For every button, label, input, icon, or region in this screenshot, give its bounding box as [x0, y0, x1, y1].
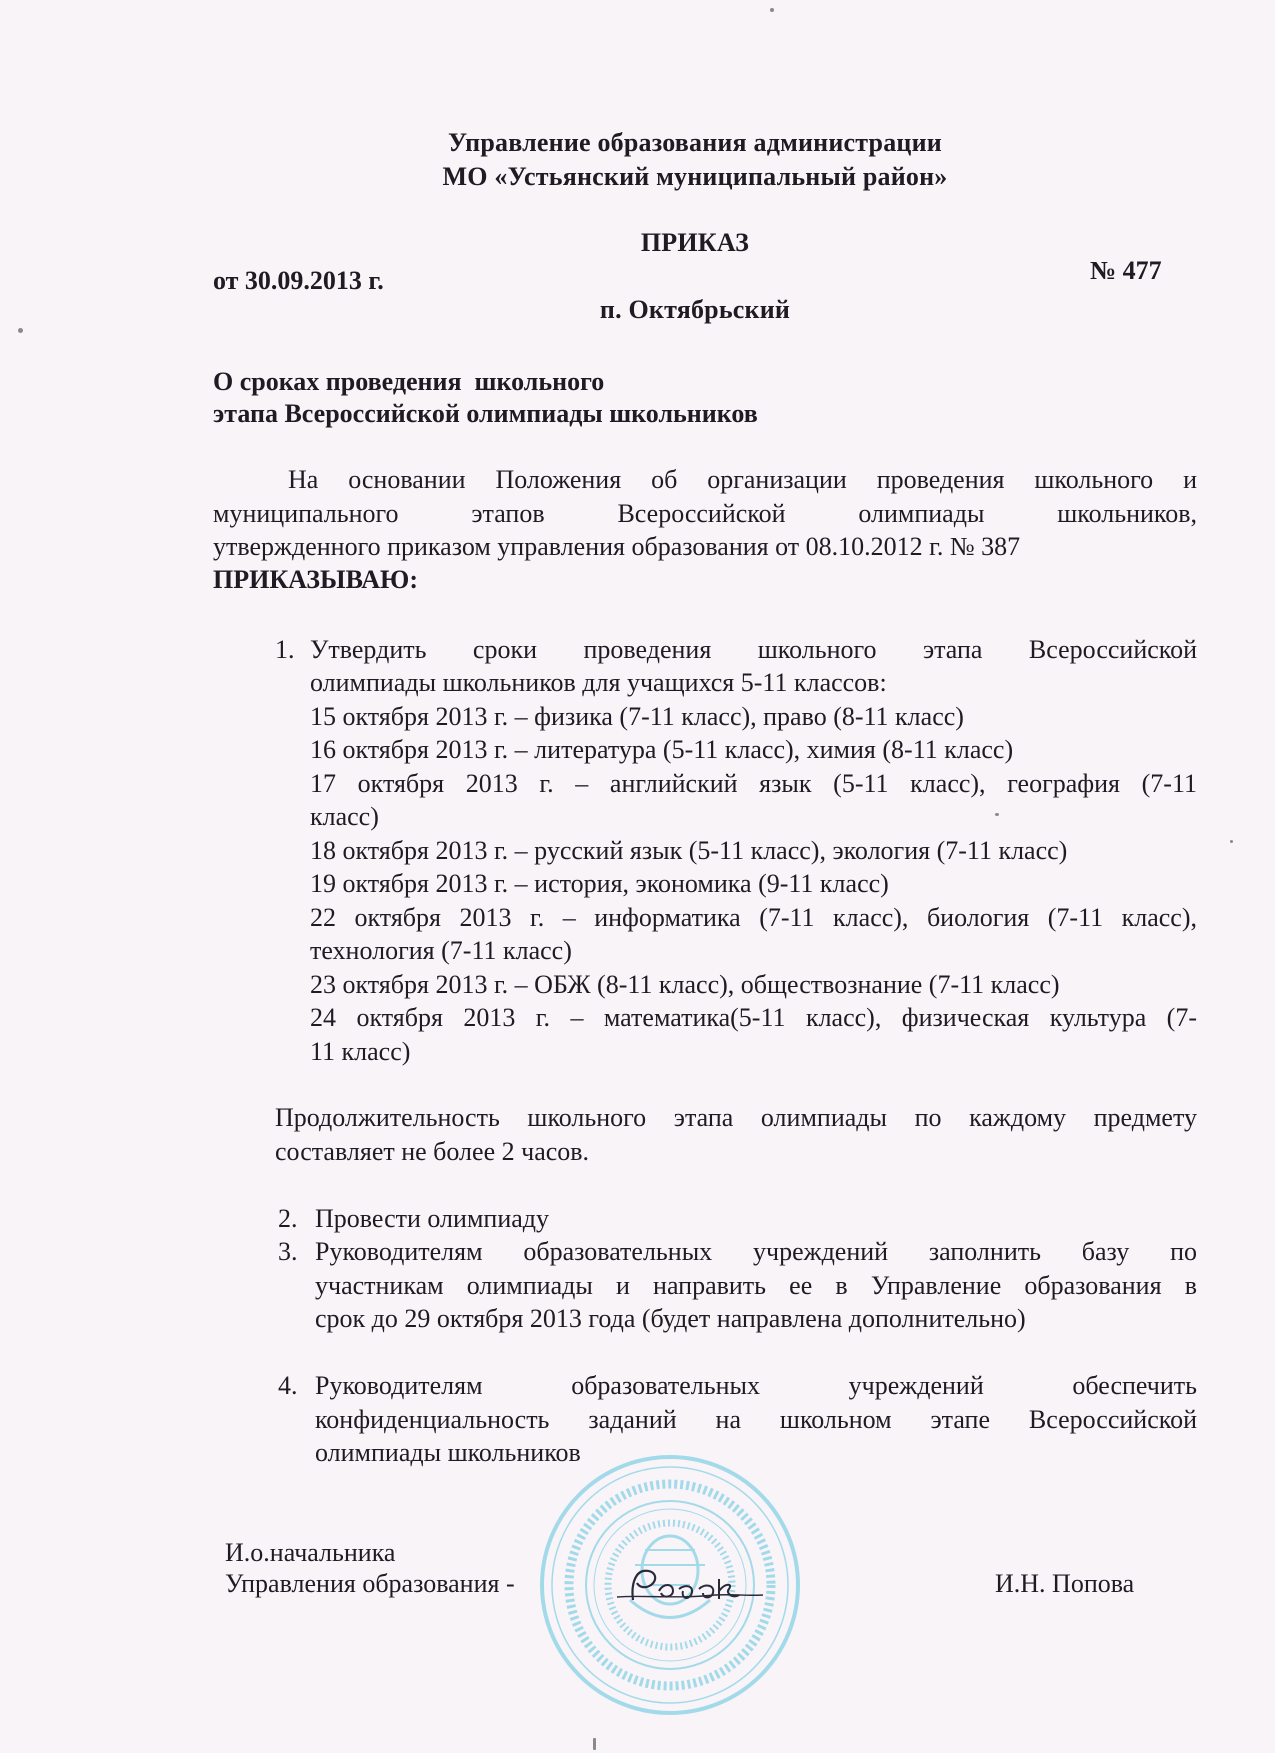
- org-name-line2: МО «Устьянский муниципальный район»: [442, 162, 948, 191]
- schedule-line: 15 октября 2013 г. – физика (7-11 класс), право (8-11 класс): [310, 702, 964, 731]
- subject-line2: этапа Всероссийской олимпиады школьников: [213, 399, 758, 428]
- schedule-line: 16 октября 2013 г. – литература (5-11 класс), химия (8-11 класс): [310, 735, 1014, 764]
- item1-line2: олимпиады школьников для учащихся 5-11 классов:: [310, 668, 887, 697]
- scan-speck: [770, 8, 774, 12]
- scan-speck: [593, 1738, 596, 1750]
- order-word: ПРИКАЗЫВАЮ:: [213, 565, 418, 594]
- schedule-line: технология (7-11 класс): [310, 936, 572, 965]
- item3-number: 3.: [278, 1237, 298, 1266]
- item3-line3: срок до 29 октября 2013 года (будет направлена дополнительно): [315, 1304, 1026, 1333]
- order-place: п. Октябрьский: [599, 295, 791, 324]
- schedule-line: класс): [310, 802, 379, 831]
- item1-line1: Утвердить сроки проведения школьного этапа Всероссийской: [310, 635, 1197, 664]
- signatory-name: И.Н. Попова: [995, 1569, 1135, 1598]
- item4-number: 4.: [278, 1371, 298, 1400]
- order-date: от 30.09.2013 г.: [213, 266, 384, 295]
- scan-speck: [1230, 840, 1233, 843]
- schedule-line: 24 октября 2013 г. – математика(5-11 класс), физическая культура (7-: [310, 1003, 1197, 1032]
- handwritten-signature: [615, 1565, 765, 1615]
- item2-number: 2.: [278, 1204, 298, 1233]
- item2-text: Провести олимпиаду: [315, 1204, 549, 1233]
- schedule-line: 17 октября 2013 г. – английский язык (5-11 класс), география (7-11: [310, 769, 1197, 798]
- schedule-line: 18 октября 2013 г. – русский язык (5-11 класс), экология (7-11 класс): [310, 836, 1068, 865]
- subject-line1: О сроках проведения школьного: [213, 367, 605, 396]
- preamble-line2: муниципального этапов Всероссийской олимпиады школьников,: [213, 499, 1197, 528]
- item3-line1: Руководителям образовательных учреждений заполнить базу по: [315, 1237, 1197, 1266]
- item3-line2: участникам олимпиады и направить ее в Управление образования в: [315, 1271, 1197, 1300]
- scan-speck: [18, 328, 23, 333]
- schedule-line: 23 октября 2013 г. – ОБЖ (8-11 класс), обществознание (7-11 класс): [310, 970, 1060, 999]
- item4-line2: конфиденциальность заданий на школьном этапе Всероссийской: [315, 1405, 1197, 1434]
- schedule-line: 11 класс): [310, 1037, 411, 1066]
- item4-line3: олимпиады школьников: [315, 1438, 581, 1467]
- schedule-line: 19 октября 2013 г. – история, экономика (9-11 класс): [310, 869, 889, 898]
- signatory-position-line1: И.о.начальника: [225, 1538, 396, 1567]
- item1-number: 1.: [275, 635, 295, 664]
- order-number: № 477: [1090, 256, 1162, 285]
- doc-type-title: ПРИКАЗ: [640, 228, 750, 257]
- signatory-position-line2: Управления образования -: [225, 1569, 515, 1598]
- item4-line1: Руководителям образовательных учреждений обеспечить: [315, 1371, 1197, 1400]
- org-name-line1: Управление образования администрации: [448, 128, 942, 157]
- schedule-line: 22 октября 2013 г. – информатика (7-11 класс), биология (7-11 класс),: [310, 903, 1197, 932]
- duration-line1: Продолжительность школьного этапа олимпиады по каждому предмету: [275, 1103, 1197, 1132]
- duration-line2: составляет не более 2 часов.: [275, 1137, 590, 1166]
- preamble-line3: утвержденного приказом управления образования от 08.10.2012 г. № 387: [213, 532, 1021, 561]
- scan-speck: [995, 813, 999, 816]
- preamble-line1: На основании Положения об организации проведения школьного и: [288, 465, 1197, 494]
